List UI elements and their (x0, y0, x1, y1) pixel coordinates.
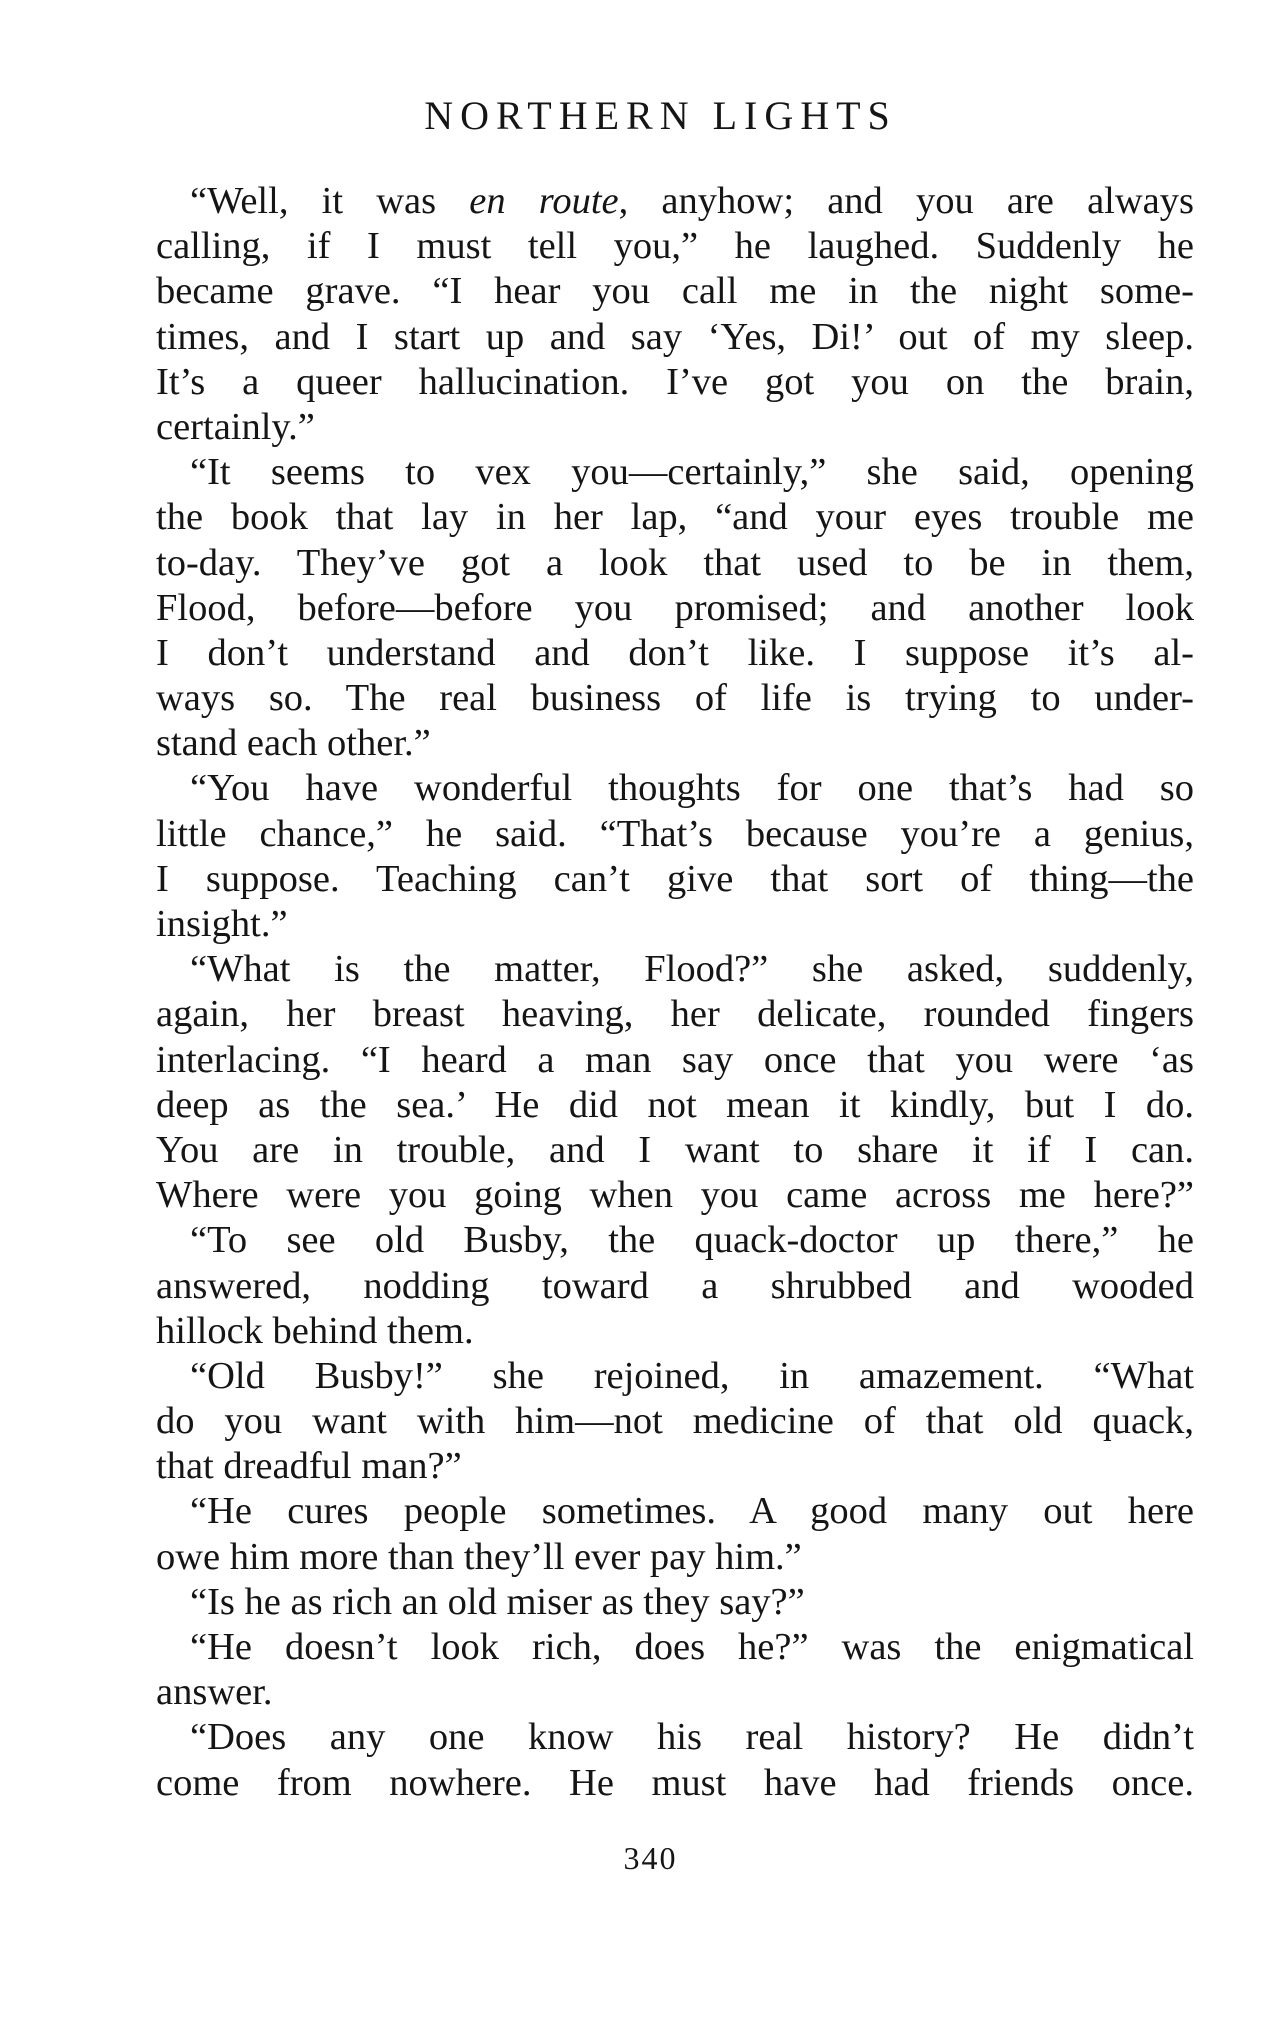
italic-phrase: en route (469, 180, 619, 222)
text-line: It’s a queer hallucination. I’ve got you on the brain, (156, 360, 1194, 403)
text-line: deep as the sea.’ He did not mean it kindly, but I do. (156, 1083, 1194, 1126)
text-line: again, her breast heaving, her delicate, rounded fingers (156, 993, 1194, 1036)
text-line: calling, if I must tell you,” he laughed. Suddenly he (156, 225, 1194, 268)
text-line: ways so. The real business of life is trying to under- (156, 677, 1194, 720)
text-line: answer. (156, 1671, 273, 1714)
text-line: “He cures people sometimes. A good many out here (190, 1490, 1194, 1533)
text-line: I suppose. Teaching can’t give that sort of thing—the (156, 857, 1194, 900)
text-segment: “Well, it was (190, 180, 470, 222)
text-line: You are in trouble, and I want to share it if I can. (156, 1128, 1194, 1171)
text-line: come from nowhere. He must have had friends once. (156, 1761, 1194, 1804)
text-line: answered, nodding toward a shrubbed and wooded (156, 1264, 1194, 1307)
text-line: “Is he as rich an old miser as they say?” (190, 1580, 805, 1623)
text-line: that dreadful man?” (156, 1445, 462, 1488)
text-line: “What is the matter, Flood?” she asked, suddenly, (190, 948, 1194, 991)
text-line: interlacing. “I heard a man say once that you were ‘as (156, 1038, 1194, 1081)
text-line (156, 179, 1194, 224)
text-line: insight.” (156, 903, 288, 945)
text-line: “To see old Busby, the quack-doctor up there,” he (190, 1219, 1194, 1262)
body-text (156, 179, 1194, 1806)
text-line: hillock behind them. (156, 1309, 474, 1352)
text-line: “Old Busby!” she rejoined, in amazement. “What (190, 1354, 1194, 1397)
text-line: “Does any one know his real history? He didn’t (190, 1716, 1194, 1759)
text-line: times, and I start up and say ‘Yes, Di!’ out of my sleep. (156, 315, 1194, 358)
page-number: 340 (623, 1840, 678, 1876)
text-line: became grave. “I hear you call me in the night some- (156, 270, 1194, 313)
running-title: NORTHERN LIGHTS (424, 93, 897, 138)
text-segment: , anyhow; and you are always (618, 180, 1194, 222)
text-line: little chance,” he said. “That’s because you’re a genius, (156, 812, 1194, 855)
text-line: Where were you going when you came across me here?” (156, 1174, 1194, 1217)
text-line: I don’t understand and don’t like. I suppose it’s al- (156, 631, 1194, 674)
text-line: “You have wonderful thoughts for one that’s had so (190, 767, 1194, 810)
text-line: “He doesn’t look rich, does he?” was the enigmatical (190, 1626, 1194, 1668)
text-line: Flood, before—before you promised; and another look (156, 586, 1194, 629)
text-line: do you want with him—not medicine of that old quack, (156, 1400, 1194, 1443)
text-line: to-day. They’ve got a look that used to be in them, (156, 541, 1194, 584)
text-line: the book that lay in her lap, “and your eyes trouble me (156, 496, 1194, 539)
text-line: stand each other.” (156, 722, 431, 765)
text-line: “It seems to vex you—certainly,” she said, opening (190, 451, 1194, 494)
text-line: certainly.” (156, 405, 315, 448)
text-line: owe him more than they’ll ever pay him.” (156, 1535, 802, 1578)
